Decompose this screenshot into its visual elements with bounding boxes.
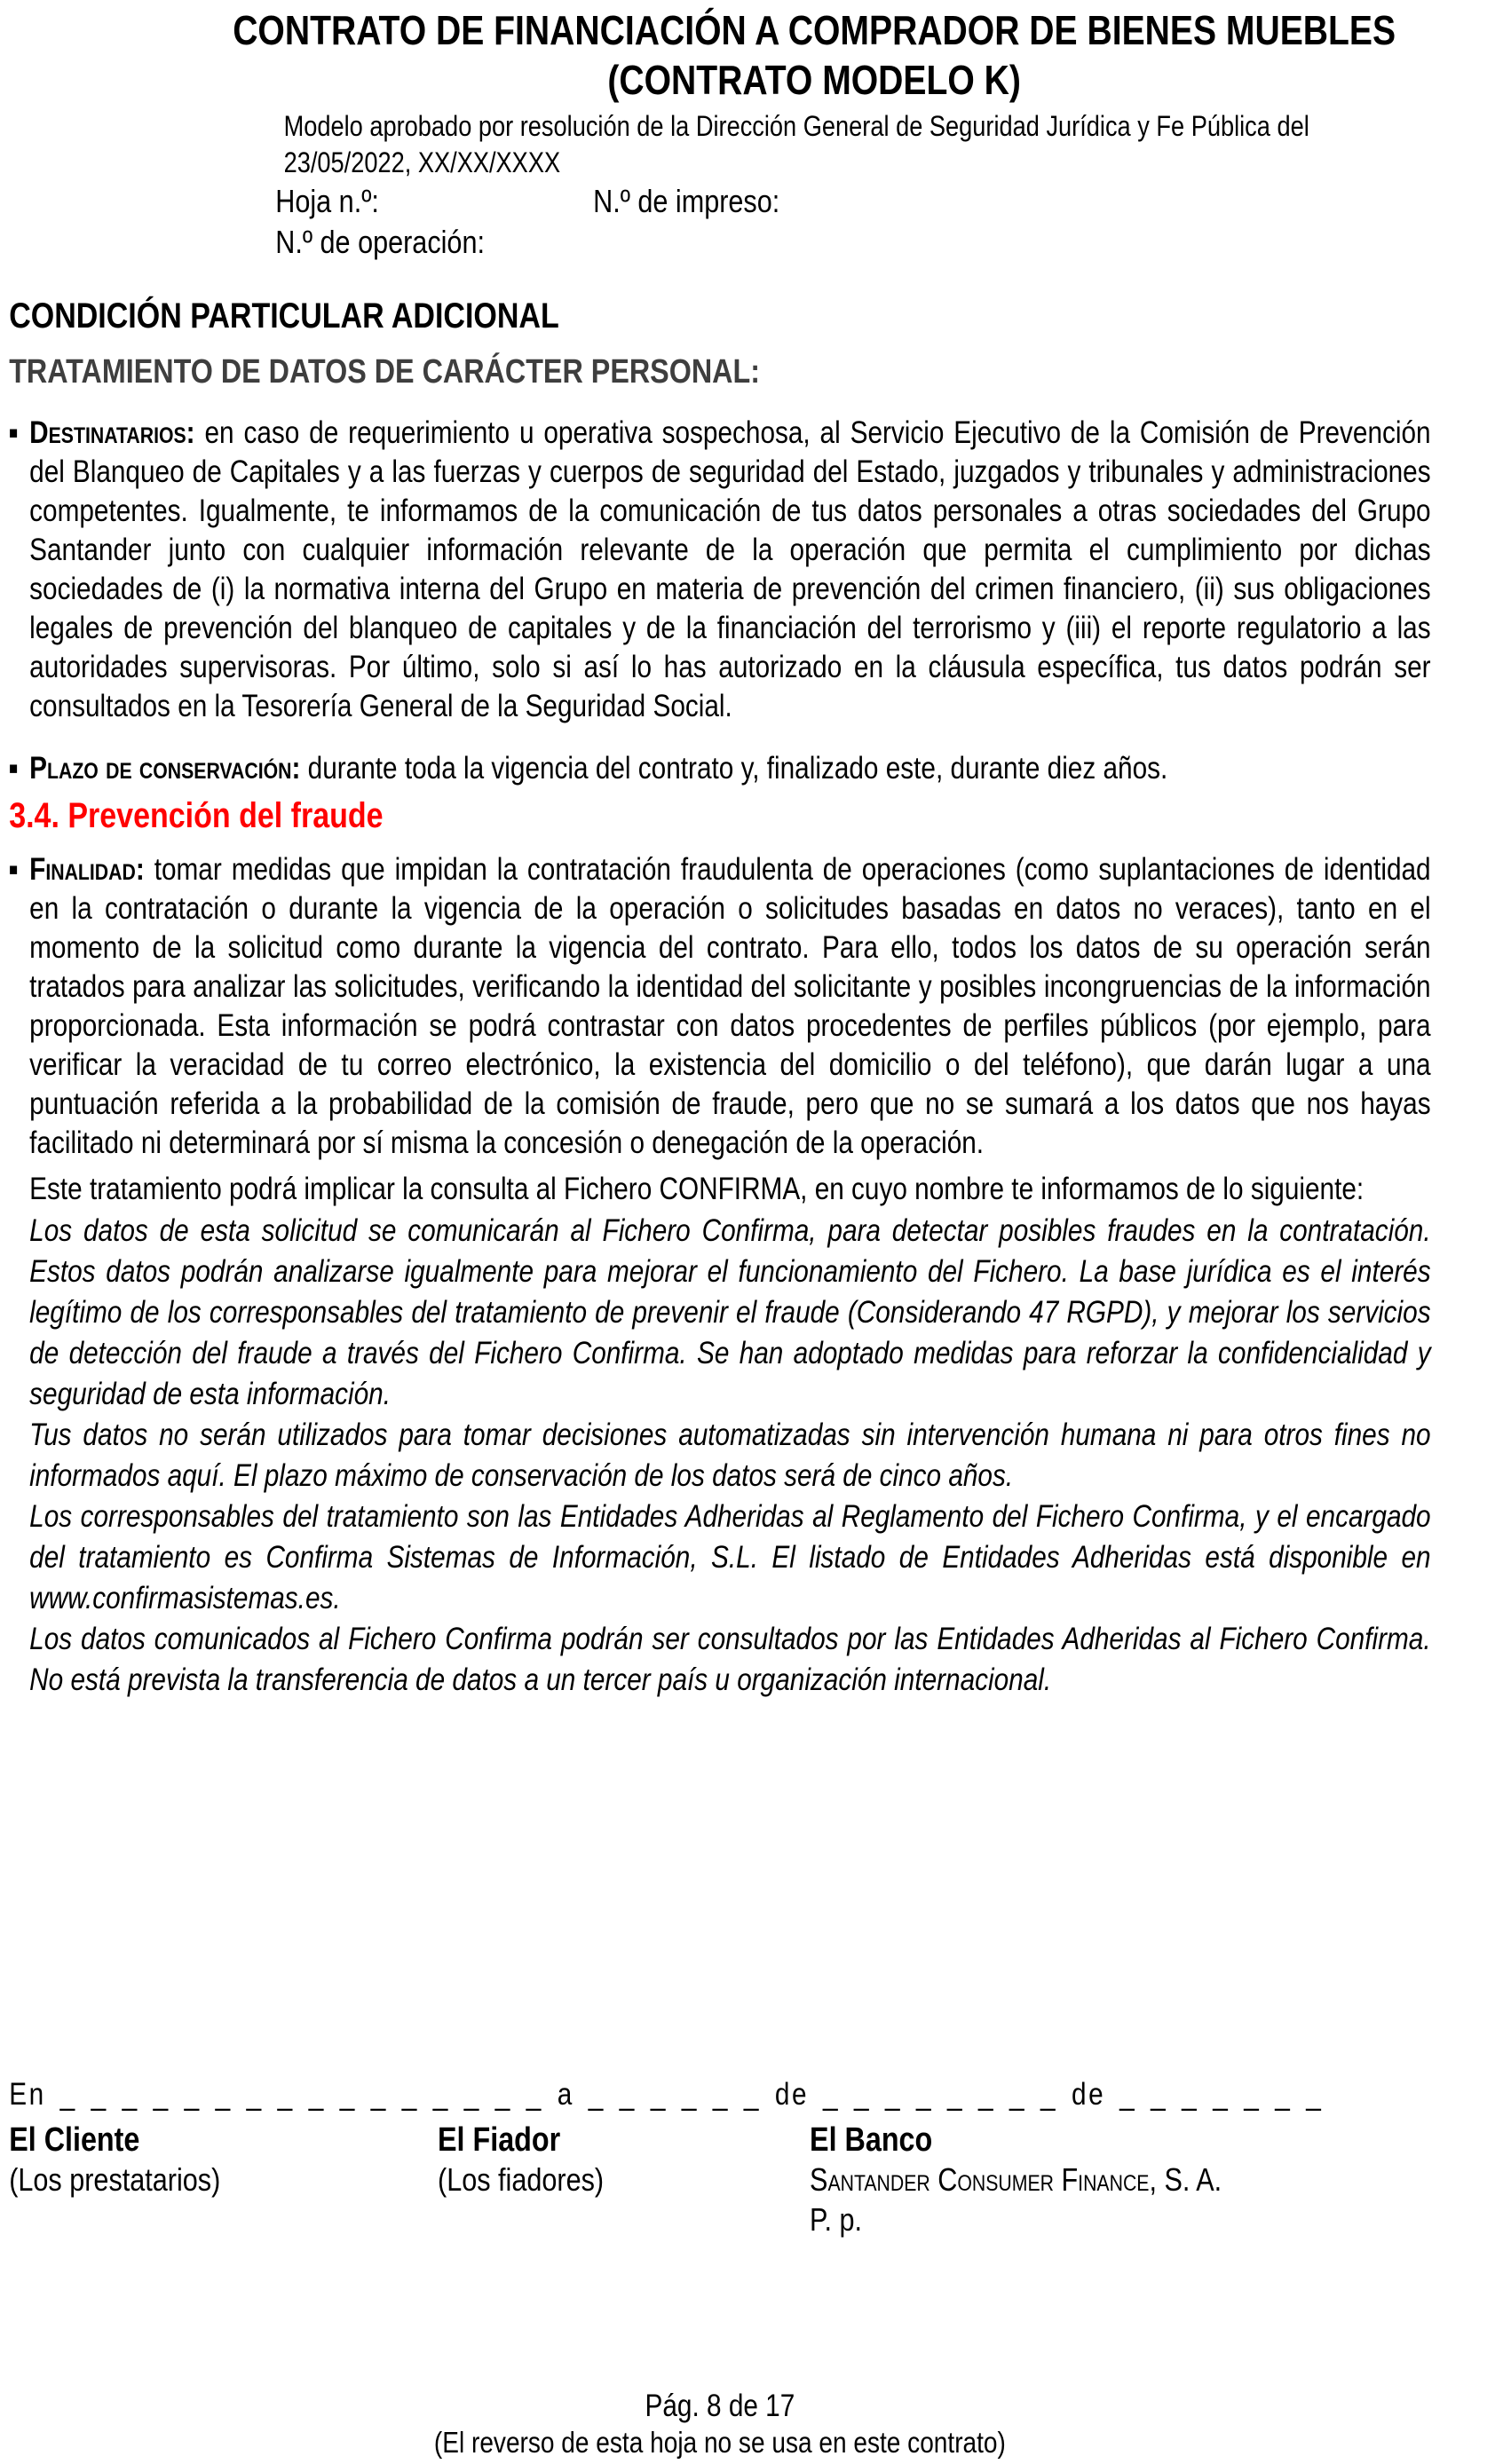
sheet-print-line	[275, 181, 1430, 222]
sheet-number-label: Hoja n.º:	[275, 183, 379, 219]
finalidad-text: tomar medidas que impidan la contratación fraudulenta de operaciones (como suplantaciones de identidad en la contratación o durante la vigencia de la operación o solicitudes basadas en datos no veraces), tanto en el momento de la solicitud como durante la vigencia del contrato. Para ello, todos los datos de su operación serán tratados para analizar las solicitudes, verificando la identidad del solicitante y posibles incongruencias de la información proporcionada. Esta información se podrá contrastar con datos procedentes de perfiles públicos (por ejemplo, para verificar la veracidad de tu correo electrónico, la existencia del domicilio o del teléfono), que darán lugar a una puntuación referida a la probabilidad de la comisión de fraude, pero que no se sumará a los datos que nos hayas facilitado ni determinará por sí misma la concesión o denegación de la operación.	[29, 852, 1431, 1160]
data-protection-subheading: TRATAMIENTO DE DATOS DE CARÁCTER PERSONAL:	[9, 353, 761, 391]
approval-note	[284, 108, 1431, 181]
banco-pp: P. p.	[810, 2201, 863, 2238]
cliente-subtitle: (Los prestatarios)	[9, 2161, 221, 2198]
confirma-notice-paragraph-4: Los datos comunicados al Fichero Confirma podrán ser consultados por las Entidades Adheridas al Fichero Confirma. No está prevista la transferencia de datos a un tercer país u organización internacional.	[29, 1622, 1431, 1697]
fiador-subtitle: (Los fiadores)	[438, 2161, 605, 2198]
destinatarios-text: en caso de requerimiento u operativa sospechosa, al Servicio Ejecutivo de la Comisión de Prevención del Blanqueo de Capitales y a las fuerzas y cuerpos de seguridad del Estado, juzgados y tribunales y administraciones competentes. Igualmente, te informamos de la comunicación de tus datos personales a otras sociedades del Grupo Santander junto con cualquier información relevante de la operación que permita el cumplimiento por dichas sociedades de (i) la normativa interna del Grupo en materia de prevención del crimen financiero, (ii) sus obligaciones legales de prevención del blanqueo de capitales y de la financiación del terrorismo y (iii) el reporte regulatorio a las autoridades supervisoras. Por último, solo si así lo has autorizado en la cláusula específica, tus datos podrán ser consultados en la Tesorería General de la Seguridad Social.	[29, 415, 1431, 723]
fiador-title: El Fiador	[438, 2121, 561, 2159]
operation-number-label: N.º de operación:	[275, 224, 485, 260]
bullet-square-icon: ▪	[8, 750, 19, 787]
signature-date-line: En _ _ _ _ _ _ _ _ _ _ _ _ _ _ _ _ a _ _ _ _ _ _ de _ _ _ _ _ _ _ _ de _ _ _ _ _ _ _	[9, 2077, 1324, 2112]
finalidad-label: Finalidad:	[29, 852, 145, 887]
plazo-text: durante toda la vigencia del contrato y, finalizado este, durante diez años.	[307, 751, 1168, 786]
bullet-square-icon: ▪	[8, 415, 19, 452]
fraud-section-heading: 3.4. Prevención del fraude	[9, 796, 384, 835]
operation-line	[275, 222, 1430, 263]
signature-column-fiador	[438, 2120, 810, 2240]
approval-note-line2: 23/05/2022, XX/XX/XXXX	[283, 146, 561, 178]
document-header	[9, 5, 1430, 263]
approval-note-line1: Modelo aprobado por resolución de la Dirección General de Seguridad Jurídica y Fe Pública del	[283, 110, 1309, 142]
cliente-title: El Cliente	[9, 2121, 140, 2159]
finalidad-item	[8, 850, 1431, 1163]
condition-heading: CONDICIÓN PARTICULAR ADICIONAL	[9, 296, 559, 336]
confirma-notice-paragraph-2: Tus datos no serán utilizados para tomar decisiones automatizadas sin intervención humana ni para otros fines no informados aquí. El plazo máximo de conservación de los datos será de cinco años.	[29, 1418, 1431, 1493]
confirma-intro-paragraph: Este tratamiento podrá implicar la consulta al Fichero CONFIRMA, en cuyo nombre te informamos de lo siguiente:	[29, 1172, 1365, 1206]
banco-title: El Banco	[810, 2121, 933, 2159]
destinatarios-label: Destinatarios:	[29, 415, 195, 450]
print-number-label: N.º de impreso:	[593, 183, 780, 219]
destinatarios-item	[8, 414, 1431, 726]
document-title-line2: (CONTRATO MODELO K)	[607, 57, 1021, 103]
page-footer	[9, 2388, 1430, 2460]
confirma-notice-paragraph-3: Los corresponsables del tratamiento son las Entidades Adheridas al Reglamento del Fichero Confirma, y el encargado del tratamiento es Confirma Sistemas de Información, S.L. El listado de Entidades Adheridas está disponible en www.confirmasistemas.es.	[29, 1499, 1431, 1615]
reverse-note: (El reverso de esta hoja no se usa en este contrato)	[433, 2426, 1006, 2459]
signature-column-banco	[810, 2120, 1431, 2240]
banco-company-name: Santander Consumer Finance, S. A.	[810, 2161, 1222, 2198]
signature-column-cliente	[9, 2120, 438, 2240]
signature-columns	[9, 2120, 1430, 2240]
signature-section	[9, 2075, 1430, 2240]
plazo-item	[8, 749, 1430, 788]
page-number: Pág. 8 de 17	[645, 2389, 795, 2423]
confirma-notice-paragraph-1: Los datos de esta solicitud se comunicarán al Fichero Confirma, para detectar posibles fraudes en la contratación. Estos datos podrán analizarse igualmente para mejorar el funcionamiento del Fichero. La base jurídica es el interés legítimo de los corresponsables del tratamiento de prevenir el fraude (Considerando 47 RGPD), y mejorar los servicios de detección del fraude a través del Fichero Confirma. Se han adoptado medidas para reforzar la confidencialidad y seguridad de esta información.	[29, 1213, 1431, 1411]
plazo-label: Plazo de conservación:	[29, 751, 301, 786]
bullet-square-icon: ▪	[8, 851, 19, 888]
document-title-line1: CONTRATO DE FINANCIACIÓN A COMPRADOR DE BIENES MUEBLES	[233, 7, 1396, 53]
